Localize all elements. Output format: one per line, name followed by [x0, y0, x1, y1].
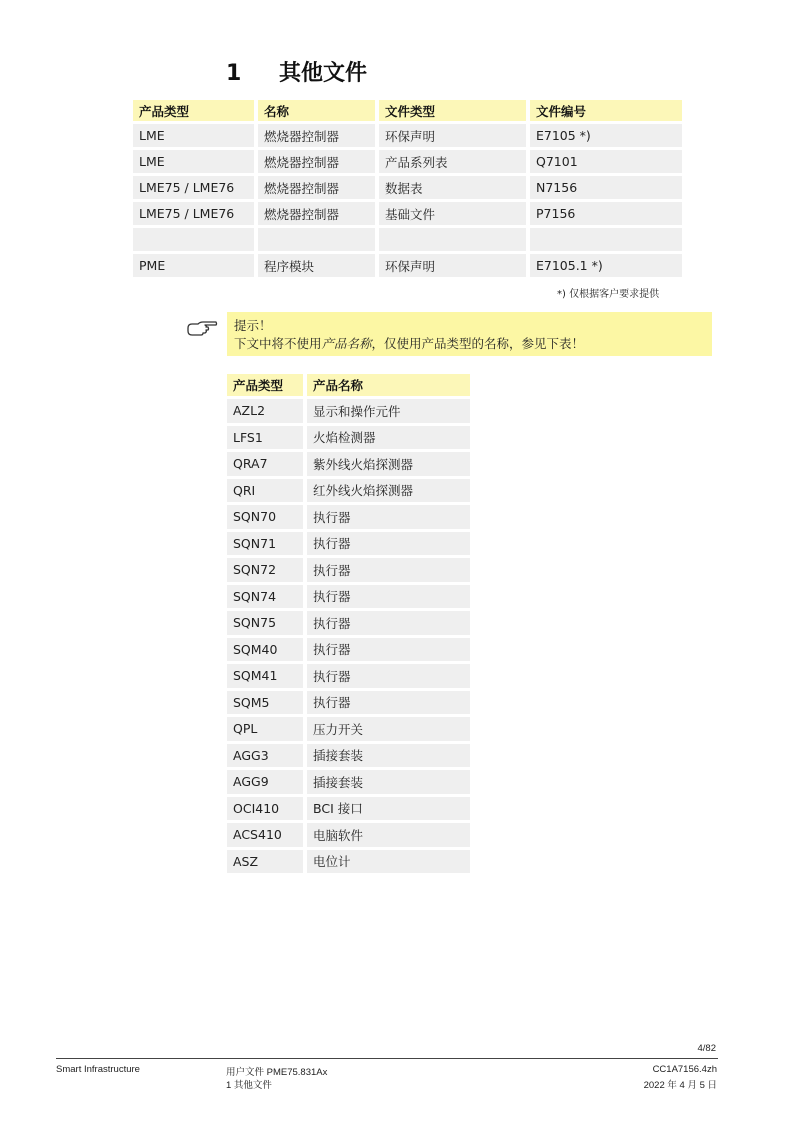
table-cell: 燃烧器控制器: [258, 150, 375, 173]
table-row: [227, 611, 470, 635]
table-cell: SQN74: [227, 585, 303, 609]
table-cell: SQN71: [227, 532, 303, 556]
table-cell: [258, 228, 375, 251]
table-cell: E7105.1 *): [530, 254, 682, 277]
table-cell: 数据表: [379, 176, 526, 199]
table-cell: LME: [133, 124, 254, 147]
documents-table: [129, 97, 686, 280]
table-row: [227, 399, 470, 423]
table-cell: PME: [133, 254, 254, 277]
table-cell: SQM41: [227, 664, 303, 688]
table-cell: QPL: [227, 717, 303, 741]
footer-doc-code: CC1A7156.4zh: [652, 1064, 717, 1075]
table-cell: 程序模块: [258, 254, 375, 277]
table-row: [227, 426, 470, 450]
table-row: [133, 254, 682, 277]
column-header: 名称: [258, 100, 375, 121]
table-cell: LME75 / LME76: [133, 176, 254, 199]
footnote: *) 仅根据客户要求提供: [557, 289, 660, 300]
hint-text-part: 下文中将不使用: [234, 336, 322, 351]
table-cell: N7156: [530, 176, 682, 199]
table-cell: Q7101: [530, 150, 682, 173]
table-cell: SQN75: [227, 611, 303, 635]
table-cell: OCI410: [227, 797, 303, 821]
table-cell: 燃烧器控制器: [258, 124, 375, 147]
table-cell: 执行器: [307, 585, 470, 609]
table-cell: ASZ: [227, 850, 303, 874]
table-cell: 执行器: [307, 691, 470, 715]
table-cell: 环保声明: [379, 254, 526, 277]
table-row: [133, 228, 682, 251]
table-cell: 红外线火焰探测器: [307, 479, 470, 503]
table-cell: 插接套装: [307, 744, 470, 768]
footer-doc-title: 用户文件 PME75.831Ax: [226, 1067, 328, 1078]
table-cell: AZL2: [227, 399, 303, 423]
page-heading: [226, 56, 367, 87]
table-row: [227, 823, 470, 847]
pointing-hand-icon: [186, 320, 218, 342]
table-cell: 环保声明: [379, 124, 526, 147]
hint-title: 提示！: [234, 318, 272, 333]
table-row: [227, 744, 470, 768]
table-cell: 执行器: [307, 558, 470, 582]
table-cell: QRI: [227, 479, 303, 503]
footer-divider: [56, 1058, 718, 1059]
table-row: [227, 691, 470, 715]
table-cell: 燃烧器控制器: [258, 202, 375, 225]
table-cell: 电脑软件: [307, 823, 470, 847]
table-row: [227, 664, 470, 688]
product-table: [223, 371, 474, 876]
table-cell: AGG9: [227, 770, 303, 794]
hint-emphasis: 产品名称: [321, 336, 372, 351]
table-row: [133, 176, 682, 199]
table-row: [227, 558, 470, 582]
table-cell: ACS410: [227, 823, 303, 847]
table-cell: [379, 228, 526, 251]
table-row: [133, 150, 682, 173]
table-cell: SQN70: [227, 505, 303, 529]
table-row: [227, 717, 470, 741]
table-row: [133, 124, 682, 147]
table-header-row: [227, 374, 470, 396]
table-cell: BCI 接口: [307, 797, 470, 821]
table-header-row: [133, 100, 682, 121]
footer-date: 2022 年 4 月 5 日: [643, 1080, 717, 1091]
table-cell: 基础文件: [379, 202, 526, 225]
table-cell: 火焰检测器: [307, 426, 470, 450]
column-header: 文件编号: [530, 100, 682, 121]
table-cell: 压力开关: [307, 717, 470, 741]
hint-text: [234, 335, 712, 353]
table-cell: 电位计: [307, 850, 470, 874]
footer-company: Smart Infrastructure: [56, 1064, 140, 1075]
page-number: 4/82: [697, 1043, 716, 1054]
hint-box: [227, 312, 712, 356]
table-cell: [530, 228, 682, 251]
table-row: [227, 532, 470, 556]
table-cell: 执行器: [307, 638, 470, 662]
table-cell: 执行器: [307, 664, 470, 688]
column-header: 文件类型: [379, 100, 526, 121]
table-cell: LFS1: [227, 426, 303, 450]
table-row: [133, 202, 682, 225]
table-cell: SQM40: [227, 638, 303, 662]
heading-number: 1: [226, 61, 242, 86]
table-cell: 紫外线火焰探测器: [307, 452, 470, 476]
table-row: [227, 479, 470, 503]
table-cell: SQM5: [227, 691, 303, 715]
table-cell: 执行器: [307, 611, 470, 635]
table-row: [227, 770, 470, 794]
column-header: 产品名称: [307, 374, 470, 396]
footer-section: 1 其他文件: [226, 1080, 272, 1091]
table-cell: 插接套装: [307, 770, 470, 794]
table-cell: QRA7: [227, 452, 303, 476]
table-row: [227, 452, 470, 476]
table-row: [227, 850, 470, 874]
column-header: 产品类型: [227, 374, 303, 396]
table-row: [227, 638, 470, 662]
table-cell: 燃烧器控制器: [258, 176, 375, 199]
table-cell: SQN72: [227, 558, 303, 582]
table-cell: LME75 / LME76: [133, 202, 254, 225]
table-cell: 执行器: [307, 532, 470, 556]
hint-text-part: ，仅使用产品类型的名称，参见下表！: [371, 336, 585, 351]
table-cell: P7156: [530, 202, 682, 225]
column-header: 产品类型: [133, 100, 254, 121]
table-cell: 显示和操作元件: [307, 399, 470, 423]
table-row: [227, 505, 470, 529]
table-cell: E7105 *): [530, 124, 682, 147]
table-cell: 产品系列表: [379, 150, 526, 173]
table-cell: AGG3: [227, 744, 303, 768]
table-row: [227, 797, 470, 821]
table-cell: [133, 228, 254, 251]
heading-title: 其他文件: [279, 61, 368, 86]
table-row: [227, 585, 470, 609]
table-cell: LME: [133, 150, 254, 173]
table-cell: 执行器: [307, 505, 470, 529]
